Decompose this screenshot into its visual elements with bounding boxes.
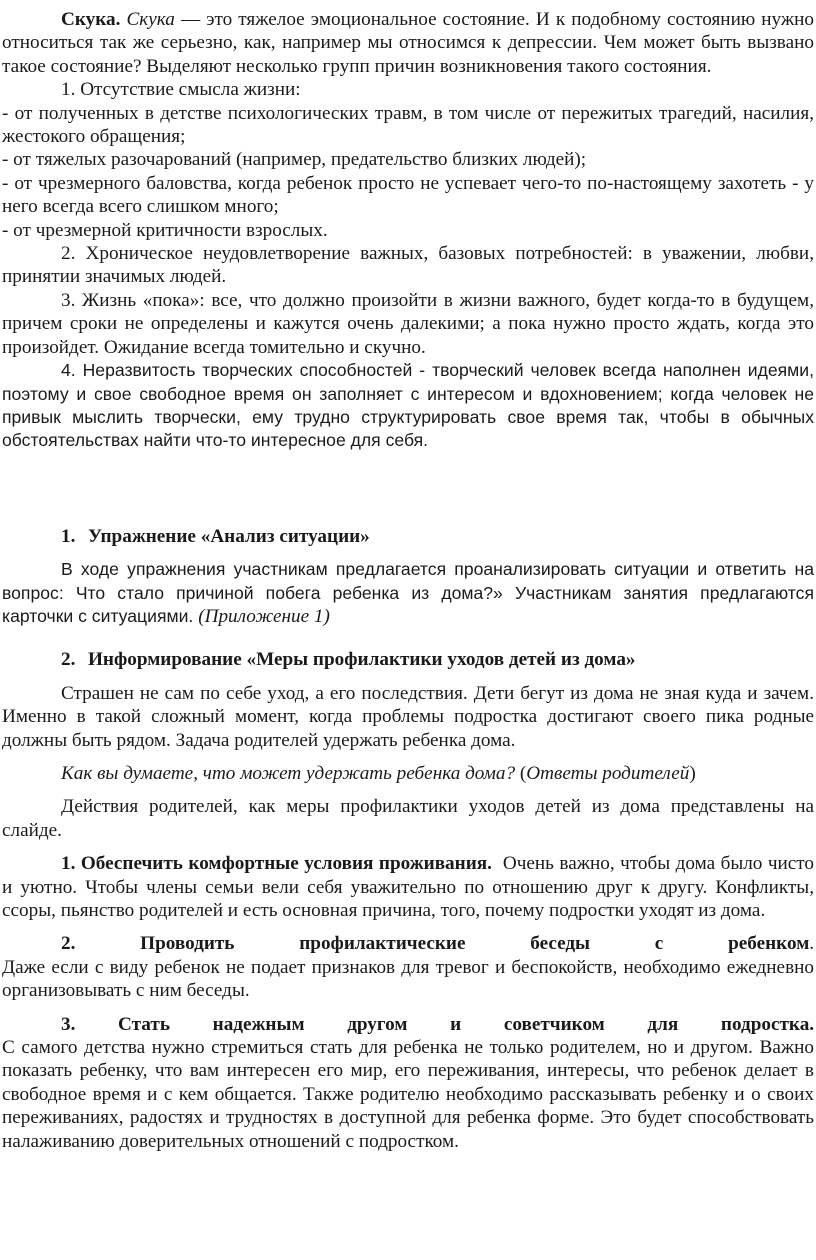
section-2-paragraph-1: Страшен не сам по себе уход, а его последствия. Дети бегут из дома не зная куда и зачем. Именно в такой сложный момент, когда проблемы подростка достигают своего пика родные должны быть рядом. Задача родителей удержать ребенка дома. <box>2 682 814 751</box>
measure-2-word: ребенком <box>728 933 810 955</box>
section-2-heading <box>61 648 814 671</box>
intro-title: Скука. <box>61 9 121 30</box>
section-2-paragraph-2: Действия родителей, как меры профилактики уходов детей из дома представлены на слайде. <box>2 796 814 841</box>
measure-2-word: с <box>654 933 664 955</box>
measure-3-word: другом <box>347 1013 408 1035</box>
measure-3-text: С самого детства нужно стремиться стать для ребенка не только родителем, но и другом. Важно показать ребенку, что вам интересен его мир, его переживания, интересы, что ребенок делает в свободное время и с кем общается. Также родителю необходимо рассказывать ребенку и о своих переживаниях, радостях и трудностях в доступной для ребенка форме. Это будет способствовать налаживанию доверительных отношений с подростком. <box>2 1037 814 1152</box>
section-2-question: Как вы думаете, что может удержать ребенка дома? <box>61 762 516 784</box>
intro-term: Скука <box>126 9 175 30</box>
intro-paragraph <box>2 8 814 78</box>
measure-1 <box>2 852 814 922</box>
cause-4: 4. Неразвитость творческих способностей - творческий человек всегда наполнен идеями, поэтому и свое свободное время он заполняет с интересом и вдохновением; когда человек не привык мыслить творчески, ему трудно структурировать свое время так, чтобы в обычных обстоятельствах найти что-то интересное для себя. <box>2 360 814 451</box>
measure-2-text: Даже если с виду ребенок не подает признаков для тревог и беспокойств, необходимо ежедневно организовывать с ним беседы. <box>2 956 814 1002</box>
section-2-question-line <box>2 762 814 785</box>
section-1-title: Упражнение «Анализ ситуации» <box>88 525 370 547</box>
section-2-answers-open: ( <box>515 762 527 784</box>
measure-3-word: советчиком <box>503 1013 605 1035</box>
section-1-text: В ходе упражнения участникам предлагается проанализировать ситуации и ответить на вопрос: Что стало причиной побега ребенка из дома?» Участникам занятия предлагаются карточки с ситуациями. <box>2 559 814 626</box>
cause-1-bullet: - от чрезмерного баловства, когда ребенок просто не успевает чего-то по-настоящему захотеть - у него всегда всего слишком много; <box>2 172 814 218</box>
measure-3-word: для <box>647 1013 679 1035</box>
section-1-heading <box>61 525 814 548</box>
measure-3-number: 3. <box>61 1013 76 1035</box>
cause-2: 2. Хроническое неудовлетворение важных, базовых потребностей: в уважении, любви, принятии значимых людей. <box>2 243 814 288</box>
measure-1-text: Очень важно, чтобы дома было чисто и уютно. Чтобы члены семьи вели себя уважительно по отношению друг к другу. Конфликты, ссоры, пьянство родителей и есть основная причина, того, почему подростки уходят из дома. <box>2 853 815 921</box>
measure-3-word: и <box>450 1013 462 1035</box>
measure-2-word: беседы <box>530 933 591 955</box>
section-1-paragraph <box>2 558 814 628</box>
measure-1-number: 1. <box>61 853 76 875</box>
measure-3-word: Стать <box>118 1013 170 1035</box>
section-2-answers-close: ) <box>689 762 696 784</box>
section-1-number: 1. <box>61 525 76 547</box>
section-2-number: 2. <box>61 649 76 671</box>
measure-3-word: подростка. <box>720 1013 815 1035</box>
cause-1-title: 1. Отсутствие смысла жизни: <box>61 79 301 101</box>
measure-2-last <box>728 933 814 954</box>
section-1-appendix: (Приложение 1) <box>198 605 330 627</box>
cause-1-bullet: - от тяжелых разочарований (например, предательство близких людей); <box>2 149 587 171</box>
intro-text: — это тяжелое эмоциональное состояние. И к подобному состоянию нужно относиться так же серьезно, как, например мы относимся к депрессии. Чем может быть вызвано такое состояние? Выделяют несколько групп причин возникновения такого состояния. <box>2 9 814 77</box>
measure-2-word: профилактические <box>299 933 466 955</box>
cause-1-bullet: - от полученных в детстве психологических травм, в том числе от пережитых трагедий, насилия, жестокого обращения; <box>2 102 814 148</box>
measure-2-period: . <box>809 933 815 955</box>
measure-3-word: надежным <box>212 1013 305 1035</box>
section-2-answers: Ответы родителей <box>526 762 690 784</box>
measure-3-heading <box>2 1013 814 1036</box>
cause-1-bullet: - от чрезмерной критичности взрослых. <box>2 219 328 241</box>
measure-2-heading <box>2 932 814 955</box>
measure-1-title: Обеспечить комфортные условия проживания. <box>80 853 492 875</box>
measure-2-number: 2. <box>61 933 76 955</box>
measure-2-word: Проводить <box>140 933 235 955</box>
section-2-title: Информирование «Меры профилактики уходов детей из дома» <box>88 649 636 671</box>
cause-3: 3. Жизнь «пока»: все, что должно произойти в жизни важного, будет когда-то в будущем, причем сроки не определены и кажутся очень далекими; а пока нужно просто ждать, когда это произойдет. Ожидание всегда томительно и скучно. <box>2 289 814 358</box>
